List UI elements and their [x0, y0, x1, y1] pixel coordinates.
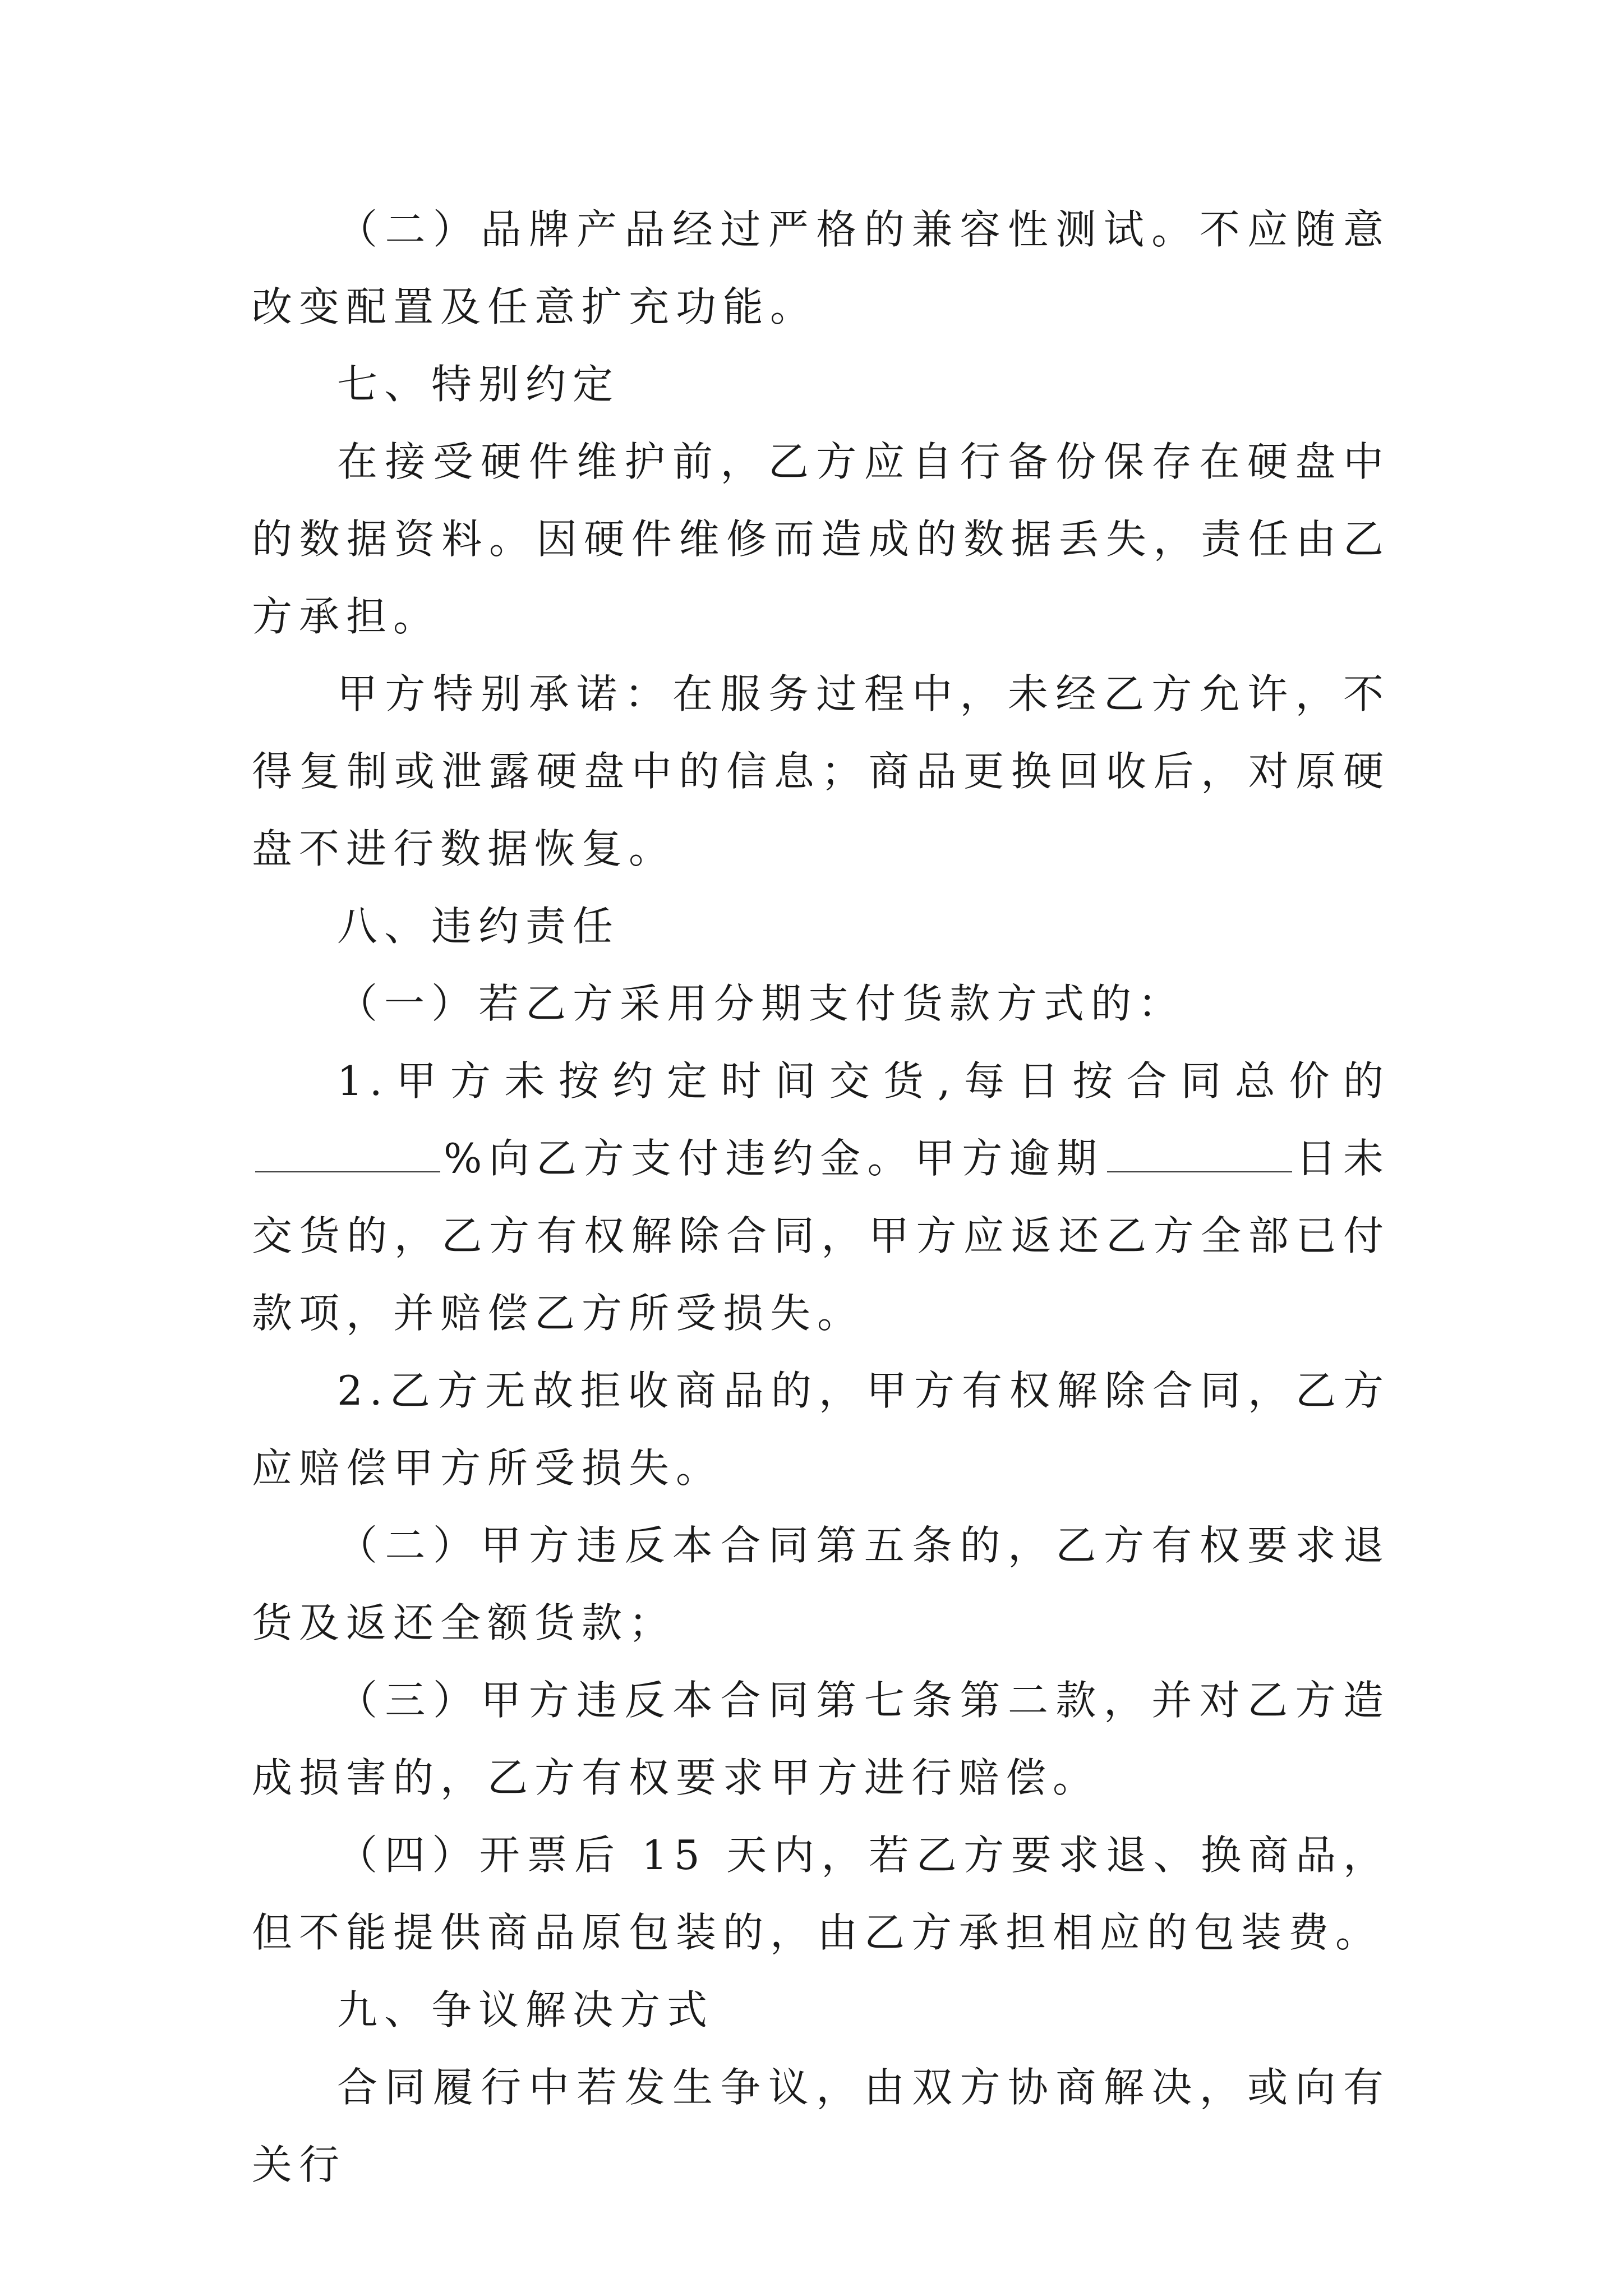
overdue-days-blank-field	[1107, 1135, 1292, 1172]
document-body	[252, 191, 1390, 2203]
clause-1-installment-payment: （一）若乙方采用分期支付货款方式的：	[337, 980, 1186, 1027]
paragraph-party-a-commitment: 甲方特别承诺：在服务过程中，未经乙方允许，不得复制或泄露硬盘中的信息；商品更换回收后，对原硬盘不进行数据恢复。	[252, 670, 1390, 872]
clause-3-compensation: （三）甲方违反本合同第七条第二款，并对乙方造成损害的，乙方有权要求甲方进行赔偿。	[252, 1677, 1390, 1801]
item-2-refusal-of-goods: 2.乙方无故拒收商品的，甲方有权解除合同，乙方应赔偿甲方所受损失。	[252, 1367, 1390, 1492]
paragraph-data-backup: 在接受硬件维护前，乙方应自行备份保存在硬盘中的数据资料。因硬件维修而造成的数据丢失，责任由乙方承担。	[252, 438, 1390, 640]
item-1-late-delivery	[252, 1042, 1390, 1352]
clause-4-packaging-fee: （四）开票后 15 天内，若乙方要求退、换商品，但不能提供商品原包装的，由乙方承担相应的包装费。	[252, 1832, 1390, 1956]
clause-2-return-refund: （二）甲方违反本合同第五条的，乙方有权要求退货及返还全额货款；	[252, 1522, 1390, 1646]
section-heading-special-agreement: 七、特别约定	[337, 361, 620, 408]
item-1-text-part1: 1.甲方未按约定时间交货,每日按合同总价的	[337, 1057, 1390, 1105]
section-heading-dispute-resolution: 九、争议解决方式	[337, 1986, 714, 2033]
item-1-text-part2: %向乙方支付违约金。甲方逾期	[444, 1135, 1104, 1182]
paragraph-dispute-negotiation: 合同履行中若发生争议，由双方协商解决，或向有关行	[252, 2064, 1390, 2188]
clause-2-brand-products: （二）品牌产品经过严格的兼容性测试。不应随意改变配置及任意扩充功能。	[252, 206, 1390, 330]
percentage-blank-field	[255, 1135, 440, 1172]
item-1-text-part3: 日未交货的，乙方有权解除合同，甲方应返还乙方全部已付款项，并赔偿乙方所受损失。	[252, 1135, 1390, 1337]
section-heading-breach-liability: 八、违约责任	[337, 903, 620, 950]
